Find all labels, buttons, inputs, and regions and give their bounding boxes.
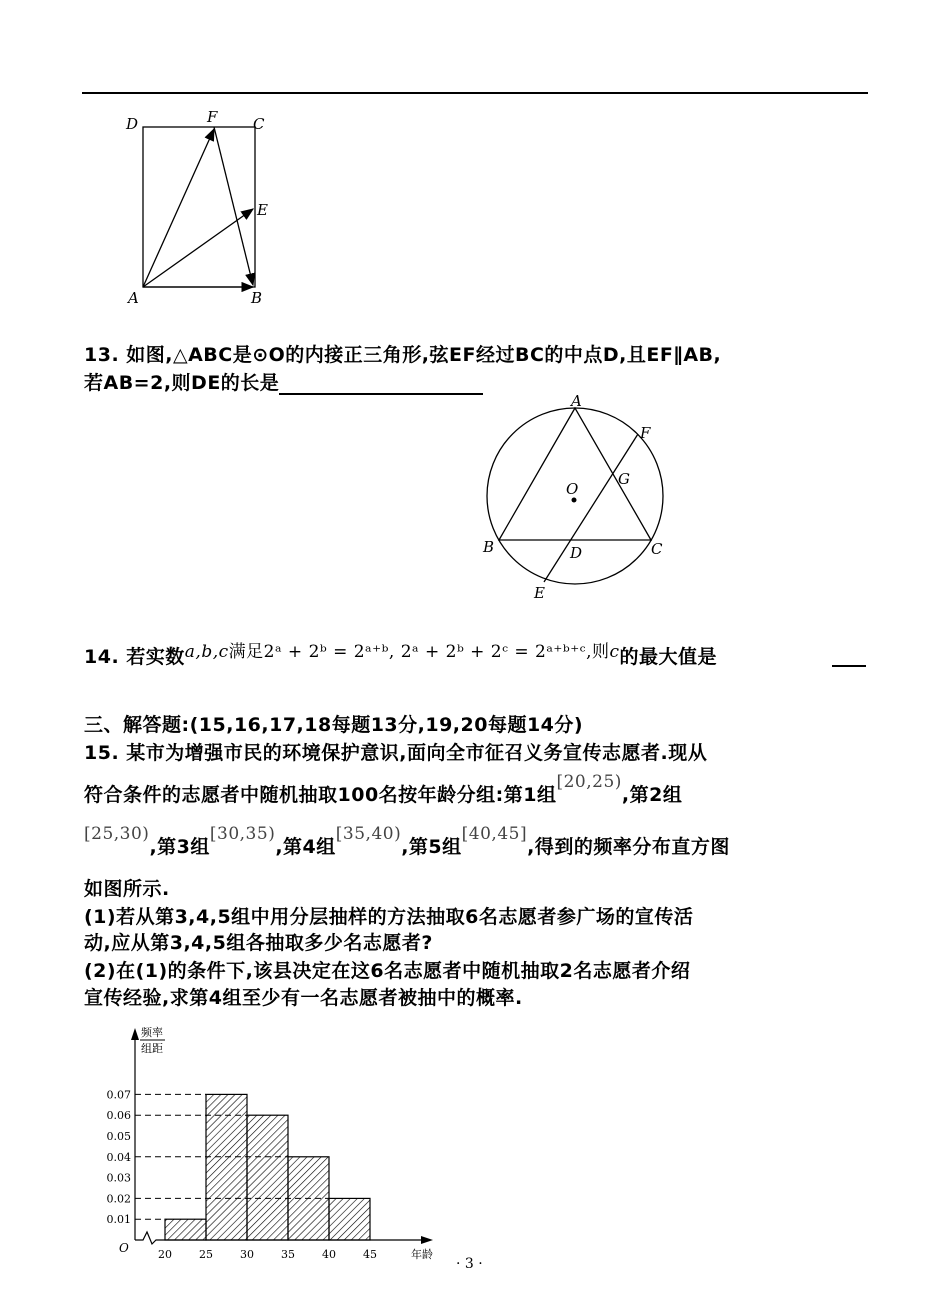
rectangle-abcd xyxy=(143,127,255,287)
q14-condition-text: 满足 xyxy=(228,642,264,662)
q14-prefix: 14. 若实数 xyxy=(84,646,185,668)
label-b: B xyxy=(251,289,263,307)
q15-group5-label: ,第5组 xyxy=(401,836,462,858)
q15-line3-tail: ,得到的频率分布直方图 xyxy=(527,836,730,858)
q15-line1: 15. 某市为增强市民的环境保护意识,面向全市征召义务宣传志愿者.现从 xyxy=(84,742,708,764)
q15-group4-label: ,第4组 xyxy=(275,836,336,858)
q15-line3 xyxy=(84,824,730,859)
label-g: G xyxy=(618,470,630,488)
label-f: F xyxy=(207,108,218,126)
vector-ae xyxy=(143,209,253,287)
label-d: D xyxy=(126,115,139,133)
q15-group4-interval: [35,40) xyxy=(335,824,402,844)
y-tick-label: 0.03 xyxy=(106,1171,131,1185)
q14-vars: a,b,c xyxy=(184,642,229,662)
q14-then: ,则 xyxy=(586,642,610,662)
histogram-bar xyxy=(165,1219,206,1240)
x-axis-label: 年龄 xyxy=(411,1248,433,1261)
x-tick-label: 45 xyxy=(363,1248,377,1261)
q14-var-c: c xyxy=(609,642,620,662)
histogram-bar xyxy=(206,1094,247,1240)
q13-line1: 13. 如图,△ABC是⊙O的内接正三角形,弦EF经过BC的中点D,且EF∥AB, xyxy=(84,344,722,366)
y-tick-label: 0.01 xyxy=(106,1213,131,1227)
top-rule xyxy=(82,92,868,94)
q14-eq1: 2ᵃ + 2ᵇ = 2ᵃ⁺ᵇ xyxy=(263,642,389,662)
center-point xyxy=(572,498,577,503)
q15-line4: 如图所示. xyxy=(84,878,170,900)
x-tick-label: 25 xyxy=(199,1248,213,1261)
q15-part2-line1: (2)在(1)的条件下,该县决定在这6名志愿者中随机抽取2名志愿者介绍 xyxy=(84,960,691,982)
x-tick-label: 30 xyxy=(240,1248,254,1261)
label-c: C xyxy=(253,115,265,133)
q15-line2-tail: ,第2组 xyxy=(621,784,683,806)
x-axis-arrow xyxy=(421,1236,433,1244)
q14-line: 14. 若实数a,b,c满足2ᵃ + 2ᵇ = 2ᵃ⁺ᵇ, 2ᵃ + 2ᵇ + 2ᶜ = 2ᵃ⁺ᵇ⁺ᶜ,则c的最大值是 xyxy=(84,642,718,668)
q14-suffix: 的最大值是 xyxy=(619,646,718,668)
label-a: A xyxy=(571,392,582,410)
frequency-histogram xyxy=(95,1022,455,1262)
q15-part2-line2: 宣传经验,求第4组至少有一名志愿者被抽中的概率. xyxy=(84,987,523,1009)
q15-group3-label: ,第3组 xyxy=(149,836,210,858)
label-e: E xyxy=(534,584,545,602)
q15-line2 xyxy=(84,772,683,807)
y-tick-label: 0.06 xyxy=(106,1109,131,1123)
y-tick-label: 0.02 xyxy=(106,1192,131,1206)
label-d: D xyxy=(570,544,583,562)
q13-line2 xyxy=(84,368,483,395)
label-c: C xyxy=(651,540,663,558)
histogram-bar xyxy=(329,1198,370,1240)
y-axis-label-top: 频率 xyxy=(141,1026,163,1039)
circle-triangle-figure xyxy=(470,392,690,604)
x-tick-label: 35 xyxy=(281,1248,295,1261)
label-a: A xyxy=(128,289,139,307)
q15-group1-interval: [20,25) xyxy=(556,772,622,792)
y-axis-label-bottom: 组距 xyxy=(141,1042,163,1055)
vector-af xyxy=(143,129,214,287)
vector-rectangle-figure xyxy=(110,105,280,310)
q15-part1-line1: (1)若从第3,4,5组中用分层抽样的方法抽取6名志愿者参广场的宣传活 xyxy=(84,906,694,928)
q13-line2-text: 若AB=2,则DE的长是 xyxy=(84,372,280,394)
y-tick-label: 0.05 xyxy=(106,1130,131,1143)
origin-label: O xyxy=(119,1241,129,1255)
histogram-bar xyxy=(288,1157,329,1240)
vector-fb xyxy=(214,127,253,285)
chord-ef xyxy=(544,434,638,582)
q14-eq2: 2ᵃ + 2ᵇ + 2ᶜ = 2ᵃ⁺ᵇ⁺ᶜ xyxy=(400,642,587,662)
q15-line2-text: 符合条件的志愿者中随机抽取100名按年龄分组:第1组 xyxy=(84,784,557,806)
page-number: · 3 · xyxy=(456,1256,483,1272)
histogram-bar xyxy=(247,1115,288,1240)
section3-heading: 三、解答题:(15,16,17,18每题13分,19,20每题14分) xyxy=(84,714,584,736)
q15-group3-interval: [30,35) xyxy=(209,824,276,844)
label-f: F xyxy=(640,424,651,442)
y-tick-label: 0.07 xyxy=(106,1088,131,1102)
x-tick-label: 40 xyxy=(322,1248,336,1261)
label-b: B xyxy=(483,538,495,556)
y-tick-label: 0.04 xyxy=(106,1150,131,1164)
q15-group2-interval: [25,30) xyxy=(84,824,150,844)
y-axis-arrow xyxy=(131,1028,139,1040)
label-o: O xyxy=(566,480,579,498)
q15-part1-line2: 动,应从第3,4,5组各抽取多少名志愿者? xyxy=(84,932,433,954)
q15-group5-interval: [40,45] xyxy=(461,824,528,844)
x-tick-label: 20 xyxy=(158,1248,172,1261)
q13-answer-blank xyxy=(279,375,483,395)
label-e: E xyxy=(257,201,268,219)
q14-answer-blank xyxy=(832,647,866,667)
